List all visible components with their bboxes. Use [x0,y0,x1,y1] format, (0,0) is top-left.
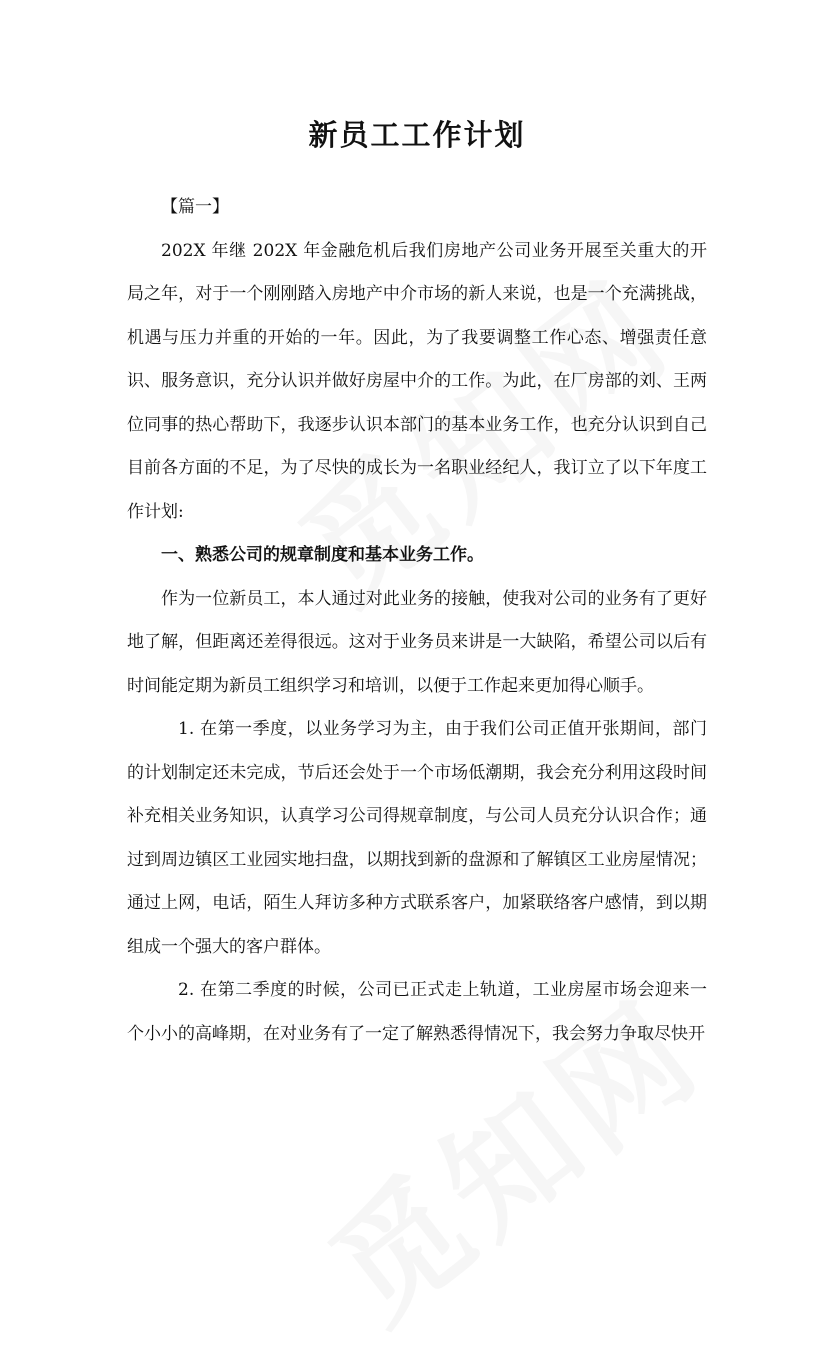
section-label: 【篇一】 [161,197,229,217]
document-body [127,186,707,1056]
paragraph-item-2: 2. 在第二季度的时候，公司已正式走上轨道，工业房屋市场会迎来一个小小的高峰期，在对业务有了一定了解熟悉得情况下，我会努力争取尽快开 [127,980,707,1044]
section-heading: 一、熟悉公司的规章制度和基本业务工作。 [161,545,484,565]
paragraph-intro: 202X 年继 202X 年金融危机后我们房地产公司业务开展至关重大的开局之年，对于一个刚刚踏入房地产中介市场的新人来说，也是一个充满挑战，机遇与压力并重的开始的一年。因此，为了我要调整工作心态、增强责任意识、服务意识，充分认识并做好房屋中介的工作。为此，在厂房部的刘、王两位同事的热心帮助下，我逐步认识本部门的基本业务工作，也充分认识到自己目前各方面的不足，为了尽快的成长为一名职业经纪人，我订立了以下年度工作计划: [127,240,707,522]
document-title: 新员工工作计划 [308,118,526,152]
paragraph-item-1: 1. 在第一季度，以业务学习为主，由于我们公司正值开张期间，部门的计划制定还未完成，节后还会处于一个市场低潮期，我会充分利用这段时间补充相关业务知识，认真学习公司得规章制度，与公司人员充分认识合作；通过到周边镇区工业园实地扫盘，以期找到新的盘源和了解镇区工业房屋情况；通过上网，电话，陌生人拜访多种方式联系客户，加紧联络客户感情，到以期组成一个强大的客户群体。 [127,719,707,957]
paragraph-new-employee: 作为一位新员工，本人通过对此业务的接触，使我对公司的业务有了更好地了解，但距离还差得很远。这对于业务员来讲是一大缺陷，希望公司以后有时间能定期为新员工组织学习和培训，以便于工作起来更加得心顺手。 [127,588,707,696]
